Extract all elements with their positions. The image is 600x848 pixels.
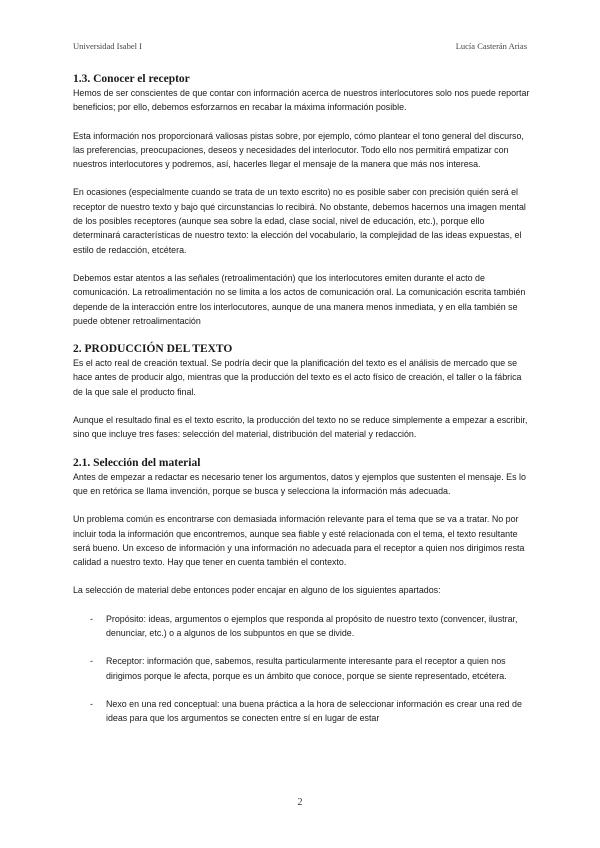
list-item [73, 697, 531, 726]
paragraph: Un problema común es encontrarse con demasiada información relevante para el tema que se va a tratar. No por incluir toda la información que encontremos, aunque sea fiable y esté relacionada con el tema, el texto resultante será bueno. Un exceso de información y una información no adecuada para el receptor a quien nos dirigimos resta calidad a nuestro texto. Hay que tener en cuenta también el contexto. [73, 514, 525, 568]
list-item [73, 654, 531, 683]
header-author: Lucía Casterán Arias [455, 41, 527, 51]
bullet-dash: - [90, 656, 93, 667]
paragraph: Es el acto real de creación textual. Se podría decir que la planificación del texto es el análisis de mercado que se hace antes de producir algo, mientras que la producción del texto es el acto físico de creación, el taller o la fábrica de la que sale el producto final. [73, 358, 522, 397]
section-title-seleccion-material: 2.1. Selección del material [73, 456, 201, 469]
list-item [73, 612, 531, 641]
list-item-text: Nexo en una red conceptual: una buena práctica a la hora de seleccionar información es crear una red de ideas para que los argumentos se conecten entre sí en lugar de estar [106, 698, 522, 724]
section-title-produccion-texto: 2. PRODUCCIÓN DEL TEXTO [73, 343, 233, 356]
paragraph: Aunque el resultado final es el texto escrito, la producción del texto no se reduce simplemente a empezar a escribir, sino que incluye tres fases: selección del material, distribución del material y redacción. [73, 415, 528, 440]
list-item-text: Receptor: información que, sabemos, resulta particularmente interesante para el receptor a quien nos dirigimos porque le afecta, porque es un ámbito que conoce, porque se siente representado, etcétera. [106, 656, 507, 681]
section-title-conocer-receptor: 1.3. Conocer el receptor [73, 73, 190, 85]
bullet-dash: - [90, 613, 93, 624]
paragraph: Hemos de ser conscientes de que contar con información acerca de nuestros interlocutores solo nos puede reportar beneficios; por ello, debemos esforzarnos en recabar la máxima información posible. [73, 88, 530, 113]
page-content [73, 72, 531, 726]
paragraph: La selección de material debe entonces poder encajar en alguno de los siguientes apartados: [73, 585, 441, 596]
paragraph: Antes de empezar a redactar es necesario tener los argumentos, datos y ejemplos que sustenten el mensaje. Es lo que en retórica se llama invención, porque se busca y selecciona la información más adecuada. [73, 471, 526, 496]
page-number: 2 [297, 797, 303, 808]
bullet-dash: - [90, 698, 93, 709]
paragraph: Esta información nos proporcionará valiosas pistas sobre, por ejemplo, cómo plantear el tono general del discurso, las preferencias, preocupaciones, deseos y necesidades del interlocutor. Todo ello nos permitirá empatizar con nuestros interlocutores y podremos, así, hacerles llegar el mensaje de la manera que más nos interesa. [73, 130, 524, 170]
bullet-list [73, 612, 531, 726]
list-item-text: Propósito: ideas, argumentos o ejemplos que responda al propósito de nuestro texto (convencer, ilustrar, denunciar, etc.) o a algunos de los subpuntos en que se divide. [106, 613, 518, 639]
header-institution: Universidad Isabel I [73, 41, 142, 51]
paragraph: En ocasiones (especialmente cuando se trata de un texto escrito) no es posible saber con precisión quién será el receptor de nuestro texto y bajo qué circunstancias lo recibirá. No obstante, debemos hacernos una imagen mental de los posibles receptores (aunque sea sobre la edad, clase social, nivel de educación, etc.), porque ello determinará características de nuestro texto: la elección del vocabulario, la complejidad de las ideas expuestas, el estilo de redacción, etcétera. [73, 187, 526, 255]
paragraph: Debemos estar atentos a las señales (retroalimentación) que los interlocutores emiten durante el acto de comunicación. La retroalimentación no se limita a los actos de comunicación oral. La comunicación escrita también depende de la interacción entre los interlocutores, aunque de una manera menos inmediata, y en ella también se puede obtener retroalimentación [73, 272, 526, 326]
